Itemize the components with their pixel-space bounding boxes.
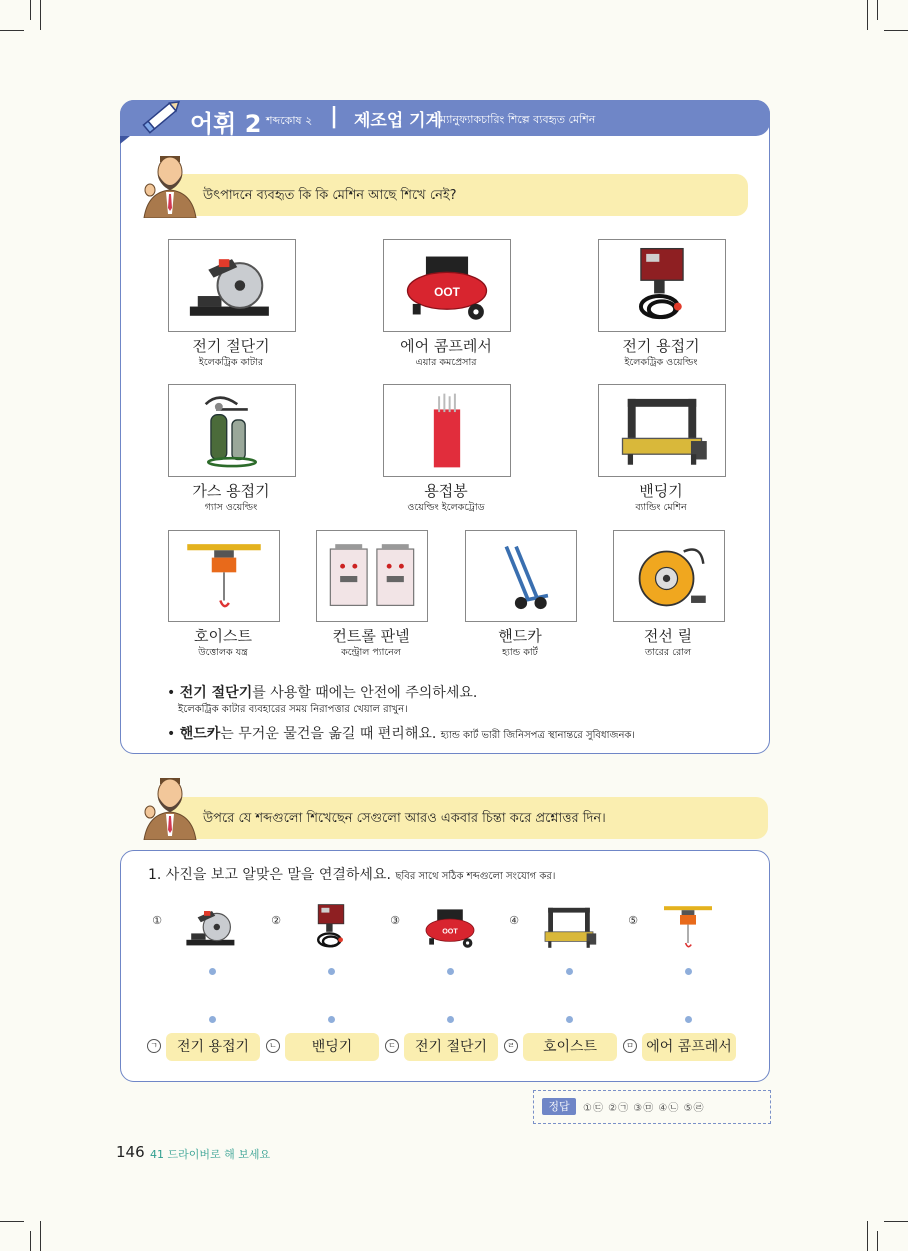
teacher-avatar — [138, 148, 202, 218]
crop-mark — [30, 1231, 31, 1251]
review-bubble-text: উপরে যে শব্দগুলো শিখেছেন সেগুলো আরও একবার চিন্তা করে প্রশ্নোত্তর দিন। — [203, 811, 606, 826]
crop-mark — [40, 0, 41, 30]
note-2-bn: হ্যান্ড কার্ট ভারী জিনিসপত্র স্থানান্তরে সুবিধাজনক। — [440, 730, 635, 741]
machine-label-ko: 용접봉 — [424, 482, 468, 500]
banding-icon — [537, 896, 601, 958]
compressor-picture — [383, 239, 511, 332]
machine-label-ko: 전선 릴 — [643, 627, 693, 645]
exercise-question — [148, 864, 555, 886]
crop-mark — [877, 0, 878, 20]
picture-number: ④ — [509, 914, 519, 927]
answer-key-tag: 정답 — [542, 1098, 576, 1115]
match-dot-top[interactable] — [328, 968, 335, 975]
machine-label-bn: তারের রোল — [644, 647, 692, 658]
machine-label-bn: গ্যাস ওয়েল্ডিং — [204, 502, 258, 513]
crop-mark — [877, 1231, 878, 1251]
lesson-title: 제조업 기계 — [354, 111, 443, 131]
answer-key-text: ①㉢ ②㉠ ③㉤ ④㉡ ⑤㉣ — [583, 1103, 705, 1114]
lesson-number-bn: শব্দকোষ ২ — [266, 114, 313, 127]
lesson-title-bn: ম্যানুফ্যাকচারিং শিল্পে ব্যবহৃত মেশিন — [440, 113, 596, 126]
machine-label-bn: ইলেকট্রিক কাটার — [198, 357, 264, 368]
crop-mark — [0, 30, 24, 31]
electrode-icon — [384, 385, 510, 476]
answer-mark: ㄱ — [147, 1039, 161, 1053]
match-dot-bottom[interactable] — [447, 1016, 454, 1023]
machine-label-bn: ইলেকট্রিক ওয়েল্ডিং — [624, 357, 698, 368]
note-1-text: 를 사용할 때에는 안전에 주의하세요. — [252, 685, 478, 701]
answer-option[interactable]: 에어 콤프레서 — [642, 1033, 736, 1061]
answer-mark: ㄹ — [504, 1039, 518, 1053]
compressor-icon — [418, 896, 482, 958]
question-bn: ছবির সাথে সঠিক শব্দগুলো সংযোগ কর। — [395, 871, 556, 882]
machine-label-bn: উত্তোলক যন্ত্র — [198, 647, 248, 658]
answer-option[interactable]: 밴딩기 — [285, 1033, 379, 1061]
answer-option[interactable]: 호이스트 — [523, 1033, 617, 1061]
note-2: • 핸드카는 무거운 물건을 옮길 때 편리해요. হ্যান্ড কার্ট ভারী জিনিসপত্র স্থানান্তরে সুবিধাজনক। — [167, 726, 635, 742]
compressor-icon — [384, 240, 510, 331]
question-ko: 1. 사진을 보고 알맞은 말을 연결하세요. — [148, 867, 391, 883]
handcart-picture — [465, 530, 577, 622]
match-dot-bottom[interactable] — [328, 1016, 335, 1023]
machine-label-bn: কন্ট্রোল প্যানেল — [341, 647, 401, 658]
svg-text:OOT: OOT — [434, 285, 460, 300]
cutter-picture — [168, 239, 296, 332]
welder-icon — [299, 896, 363, 958]
picture-number: ① — [152, 914, 162, 927]
machine-label-bn: ব্যান্ডিং মেশিন — [635, 502, 687, 513]
machine-label-ko: 호이스트 — [194, 627, 252, 645]
match-dot-bottom[interactable] — [566, 1016, 573, 1023]
hoist-icon — [169, 531, 279, 621]
answer-mark: ㄴ — [266, 1039, 280, 1053]
machine-label-ko: 전기 용접기 — [622, 337, 700, 355]
banding-picture — [598, 384, 726, 477]
crop-mark — [884, 30, 908, 31]
hoist-icon — [656, 896, 720, 958]
control-panel-icon — [317, 531, 427, 621]
answer-mark: ㄷ — [385, 1039, 399, 1053]
crop-mark — [867, 0, 868, 30]
handcart-icon — [466, 531, 576, 621]
chapter-title: 41 드라이버로 해 보세요 — [150, 1148, 271, 1161]
picture-number: ⑤ — [628, 914, 638, 927]
note-1-keyword: 전기 절단기 — [179, 685, 253, 701]
note-1-bn: ইলেকট্রিক কাটার ব্যবহারের সময় নিরাপত্তার খেয়াল রাখুন। — [178, 704, 408, 715]
banding-icon — [599, 385, 725, 476]
match-dot-bottom[interactable] — [209, 1016, 216, 1023]
match-dot-top[interactable] — [447, 968, 454, 975]
machine-label-ko: 핸드카 — [498, 627, 542, 645]
note-1: • 전기 절단기를 사용할 때에는 안전에 주의하세요. — [167, 685, 478, 701]
crop-mark — [884, 1221, 908, 1222]
teacher-avatar — [138, 770, 202, 840]
machine-label-ko: 에어 콤프레서 — [400, 337, 492, 355]
title-fold — [120, 136, 130, 144]
intro-bubble-text: উৎপাদনে ব্যবহৃত কি কি মেশিন আছে শিখে নেই? — [203, 188, 457, 203]
machine-label-bn: হ্যান্ড কার্ট — [502, 647, 538, 658]
crop-mark — [40, 1221, 41, 1251]
match-dot-top[interactable] — [209, 968, 216, 975]
note-2-text: 는 무거운 물건을 옮길 때 편리해요. — [220, 726, 437, 742]
machine-label-bn: এয়ার কমপ্রেসার — [415, 357, 477, 368]
gas-welder-picture — [168, 384, 296, 477]
title-separator: | — [330, 104, 339, 129]
svg-text:OOT: OOT — [442, 926, 458, 936]
pencil-icon — [140, 96, 184, 136]
hoist-picture — [168, 530, 280, 622]
machine-label-ko: 컨트롤 판넬 — [332, 627, 410, 645]
gas-welder-icon — [169, 385, 295, 476]
crop-mark — [0, 1221, 24, 1222]
answer-option[interactable]: 전기 용접기 — [166, 1033, 260, 1061]
electrode-picture — [383, 384, 511, 477]
machine-label-ko: 밴딩기 — [639, 482, 683, 500]
machine-label-ko: 전기 절단기 — [192, 337, 270, 355]
machine-label-ko: 가스 용접기 — [192, 482, 270, 500]
cable-reel-icon — [614, 531, 724, 621]
cutter-icon — [169, 240, 295, 331]
match-dot-top[interactable] — [685, 968, 692, 975]
control-panel-picture — [316, 530, 428, 622]
welder-icon — [599, 240, 725, 331]
page-number: 146 — [116, 1143, 145, 1161]
crop-mark — [867, 1221, 868, 1251]
cable-reel-picture — [613, 530, 725, 622]
match-dot-bottom[interactable] — [685, 1016, 692, 1023]
crop-mark — [30, 0, 31, 20]
match-dot-top[interactable] — [566, 968, 573, 975]
lesson-number: 어휘 2 — [190, 110, 262, 138]
picture-number: ③ — [390, 914, 400, 927]
note-2-keyword: 핸드카 — [179, 726, 221, 742]
welder-picture — [598, 239, 726, 332]
cutter-icon — [180, 896, 244, 958]
machine-label-bn: ওয়েল্ডিং ইলেকট্রোড — [407, 502, 485, 513]
picture-number: ② — [271, 914, 281, 927]
answer-mark: ㅁ — [623, 1039, 637, 1053]
answer-option[interactable]: 전기 절단기 — [404, 1033, 498, 1061]
